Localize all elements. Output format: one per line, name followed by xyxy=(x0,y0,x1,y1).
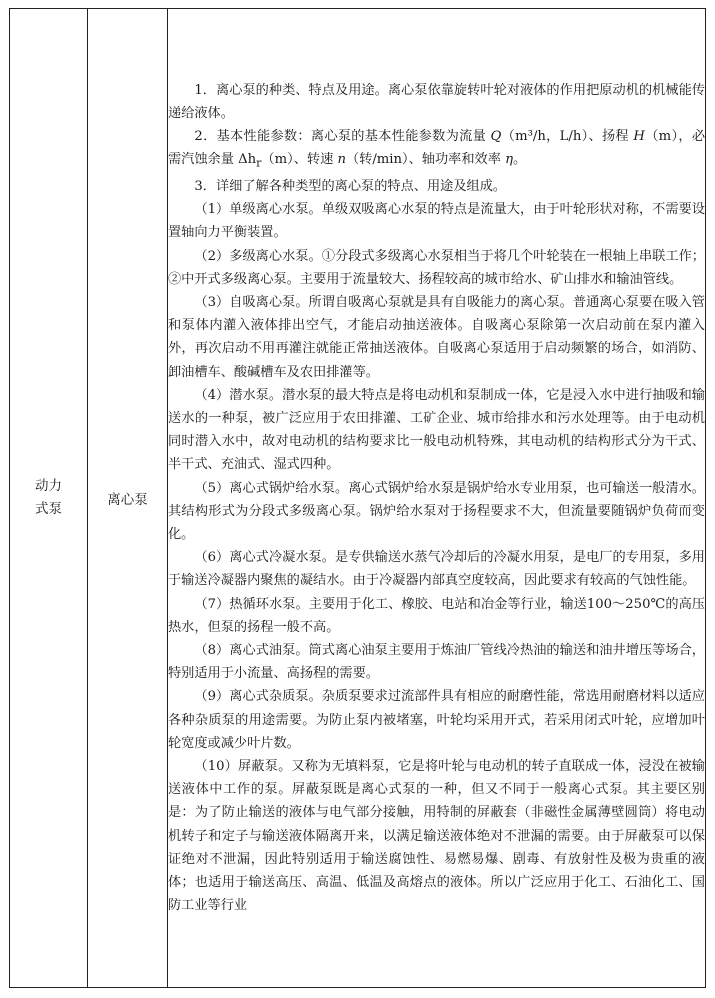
content-table xyxy=(9,8,706,988)
paragraph-8: （5）离心式锅炉给水泵。离心式锅炉给水泵是锅炉给水专业用泵，也可输送一般清水。其结构形式为分段式多级离心泵。锅炉给水泵对于扬程要求不大，但流量要随锅炉负荷而变化。 xyxy=(168,480,705,543)
paragraph-10: （7）热循环水泵。主要用于化工、橡胶、电站和冶金等行业，输送100～250℃的高压热水，但泵的扬程一般不高。 xyxy=(168,596,705,635)
pump-type-cell xyxy=(88,9,168,988)
category-label: 动力式泵 xyxy=(35,478,62,517)
category-cell xyxy=(10,9,88,988)
paragraph-4: （1）单级离心水泵。单级双吸离心水泵的特点是流量大，由于叶轮形状对称，不需要设置轴向力平衡装置。 xyxy=(168,202,705,241)
paragraph-12: （9）离心式杂质泵。杂质泵要求过流部件具有相应的耐磨性能，常选用耐磨材料以适应各种杂质泵的用途需要。为防止泵内被堵塞，叶轮均采用开式，若采用闭式叶轮，应增加叶轮宽度或减少叶片数。 xyxy=(168,689,705,751)
paragraph-1: 1．离心泵的种类、特点及用途。离心泵依靠旋转叶轮对液体的作用把原动机的机械能传递给液体。 xyxy=(168,82,705,121)
paragraph-9: （6）离心式冷凝水泵。是专供输送水蒸气冷却后的冷凝水用泵，是电厂的专用泵，多用于输送冷凝器内聚焦的凝结水。由于冷凝器内部真空度较高，因此要求有较高的气蚀性能。 xyxy=(168,550,705,589)
description-cell xyxy=(168,9,706,988)
table-row xyxy=(10,9,706,988)
pump-type-label: 离心泵 xyxy=(107,492,148,508)
paragraph-3: 3．详细了解各种类型的离心泵的特点、用途及组成。 xyxy=(194,178,507,194)
paragraph-13: （10）屏蔽泵。又称为无填料泵，它是将叶轮与电动机的转子直联成一体，浸没在被输送液体中工作的泵。屏蔽泵既是离心式泵的一种，但又不同于一般离心式泵。其主要区别是：为了防止输送的液体与电气部分接触，用特制的屏蔽套（非磁性金属薄壁圆筒）将电动机转子和定子与输送液体隔离开来，以满足输送液体绝对不泄漏的需要。由于屏蔽泵可以保证绝对不泄漏，因此特别适用于输送腐蚀性、易燃易爆、剧毒、有放射性及极为贵重的液体；也适用于输送高压、高温、低温及高熔点的液体。所以广泛应用于化工、石油化工、国防工业等行业 xyxy=(168,759,705,914)
paragraph-7: （4）潜水泵。潜水泵的最大特点是将电动机和泵制成一体，它是浸入水中进行抽吸和输送水的一种泵，被广泛应用于农田排灌、工矿企业、城市给排水和污水处理等。由于电动机同时潜入水中，故对电动机的结构要求比一般电动机特殊，其电动机的结构形式分为干式、半干式、充油式、湿式四种。 xyxy=(168,387,705,473)
paragraph-2: 2．基本性能参数：离心泵的基本性能参数为流量 Q（m³/h，L/h）、扬程 H（m），必需汽蚀余量 $\Delta h_r(m)$、转速 n（转/min）、轴功率和效率 η。 xyxy=(168,128,706,170)
paragraph-5: （2）多级离心水泵。①分段式多级离心水泵相当于将几个叶轮装在一根轴上串联工作；②中开式多级离心泵。主要用于流量较大、扬程较高的城市给水、矿山排水和输油管线。 xyxy=(168,248,705,287)
paragraph-6: （3）自吸离心泵。所谓自吸离心泵就是具有自吸能力的离心泵。普通离心泵要在吸入管和泵体内灌入液体排出空气，才能启动抽送液体。自吸离心泵除第一次启动前在泵内灌入外，再次启动不用再灌注就能正常抽送液体。自吸离心泵适用于启动频繁的场合，如消防、卸油槽车、酸碱槽车及农田排灌等。 xyxy=(168,294,705,380)
paragraph-11: （8）离心式油泵。筒式离心油泵主要用于炼油厂管线冷热油的输送和油井增压等场合，特别适用于小流量、高扬程的需要。 xyxy=(168,643,705,682)
